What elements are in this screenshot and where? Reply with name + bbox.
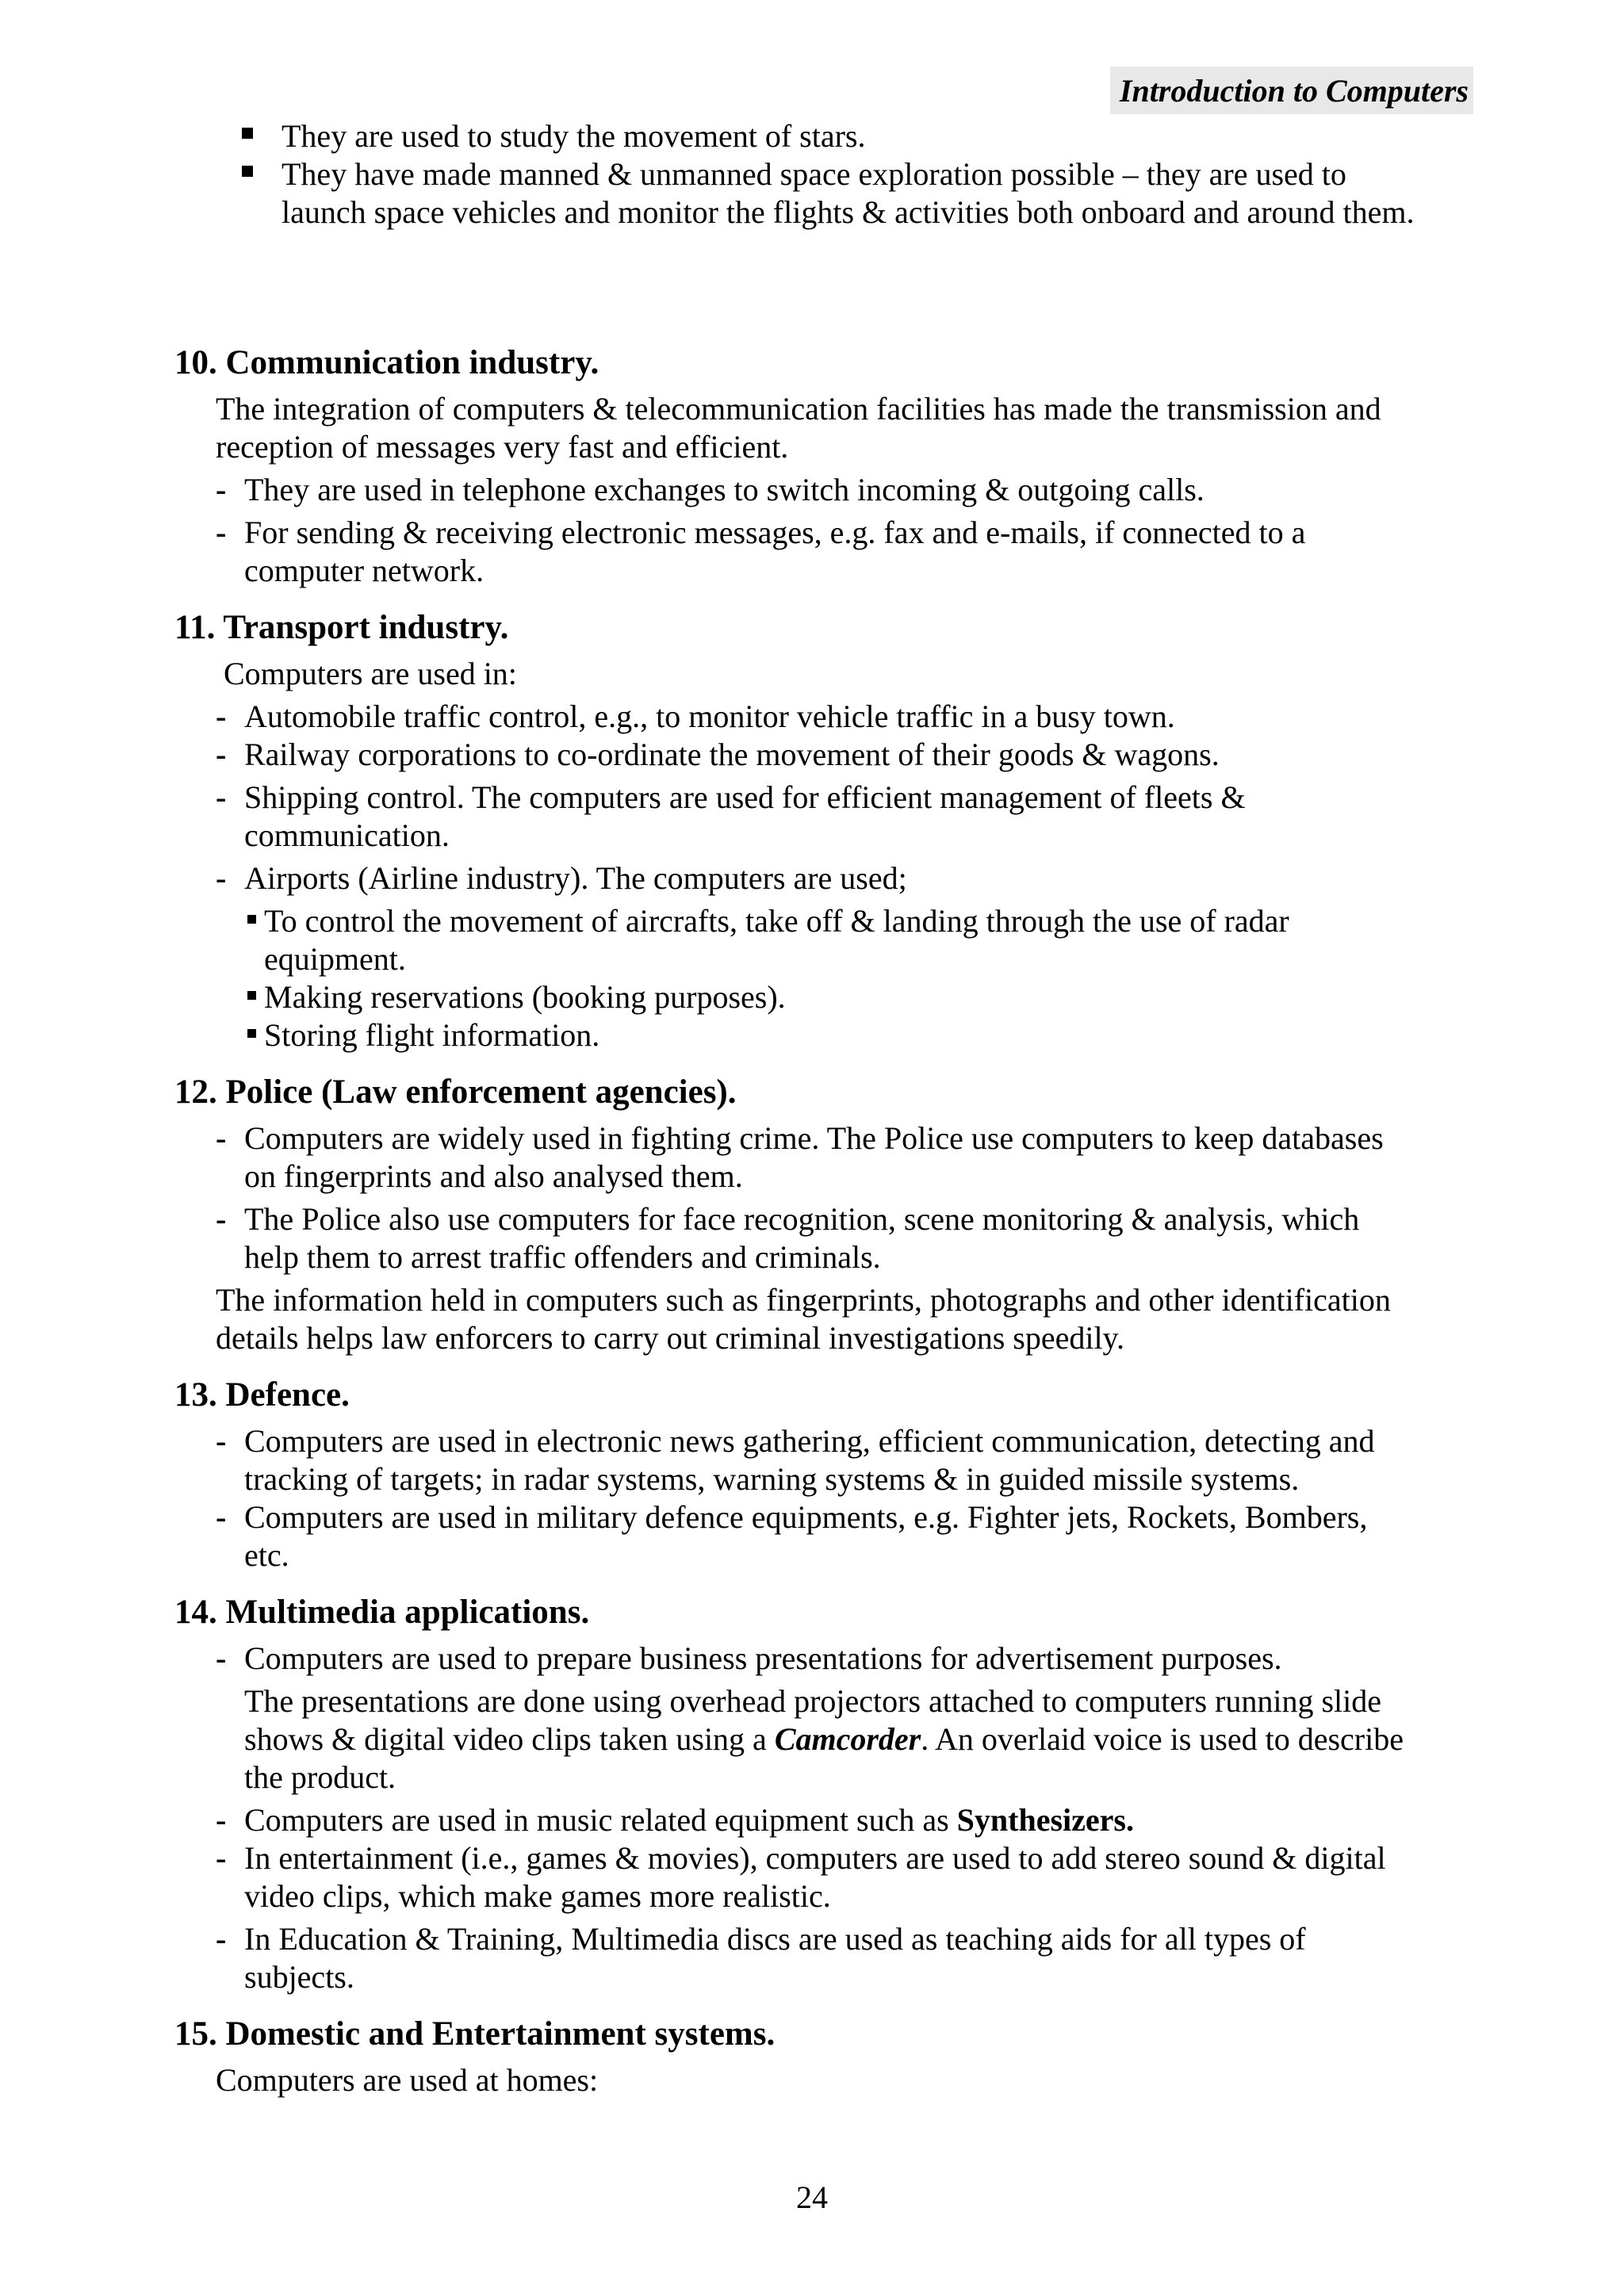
dash-list-item [174,1119,1475,1196]
section-heading: 10. Communication industry. [174,344,599,381]
square-bullet-icon [242,128,253,139]
running-header: Introduction to Computers [1110,67,1473,114]
square-bullet-icon [247,915,256,924]
square-bullet-icon [242,166,253,177]
dash-bullet-icon: - [216,1120,227,1156]
item-text: etc. [244,1537,289,1573]
dash-bullet-icon: - [216,515,227,550]
dash-bullet-icon: - [216,1640,227,1676]
dash-list-item [174,471,1475,509]
section-heading: 12. Police (Law enforcement agencies). [174,1073,737,1111]
section-paragraph [174,655,1475,693]
item-text: Shipping control. The computers are used for efficient management of fleets & [244,779,1246,815]
sub-paragraph [174,1682,1475,1797]
dash-bullet-icon: - [216,1201,227,1237]
item-text: communication. [244,817,450,853]
square-bullet-icon [247,1029,256,1038]
dash-bullet-icon: - [216,737,227,772]
bold-term: Synthesizers. [956,1802,1134,1838]
dash-bullet-icon: - [216,1840,227,1876]
dash-list-item [174,514,1475,590]
item-text: equipment. [264,941,406,977]
item-text: Computers are used to prepare business presentations for advertisement purposes. [244,1640,1282,1676]
dash-list-item [174,1801,1475,1839]
dash-bullet-icon: - [216,472,227,507]
section-heading: 11. Transport industry. [174,609,509,646]
dash-list-item [174,1200,1475,1276]
dash-bullet-icon: - [216,779,227,815]
paragraph-line: The integration of computers & telecommunication facilities has made the transmission and [216,391,1381,427]
dash-list-item [174,1422,1475,1498]
section-heading: 14. Multimedia applications. [174,1594,590,1631]
text-run: shows & digital video clips taken using a [244,1721,775,1757]
item-text: Airports (Airline industry). The computers are used; [244,860,907,896]
item-text: subjects. [244,1959,354,1995]
section-paragraph [174,2061,1475,2099]
square-bullet-icon [247,991,256,1000]
item-text: on fingerprints and also analysed them. [244,1158,743,1194]
paragraph-line: The presentations are done using overhead projectors attached to computers running slide [244,1683,1381,1719]
dash-list-item [174,736,1475,774]
section-paragraph [174,390,1475,466]
bullet-text: They have made manned & unmanned space exploration possible – they are used to [282,156,1346,192]
section-heading: 13. Defence. [174,1376,350,1414]
dash-bullet-icon: - [216,1499,227,1535]
emphasis-term: Camcorder [774,1721,921,1757]
dash-list-item [174,859,1475,897]
item-text: The Police also use computers for face recognition, scene monitoring & analysis, which [244,1201,1360,1237]
bullet-item [174,117,1475,155]
item-text: For sending & receiving electronic messages, e.g. fax and e-mails, if connected to a [244,515,1306,550]
paragraph-line [244,1720,1475,1758]
dash-list-item [174,1920,1475,1996]
item-text: Automobile traffic control, e.g., to monitor vehicle traffic in a busy town. [244,698,1175,734]
bullet-item [174,155,1475,232]
dash-list-item [174,1640,1475,1678]
item-text: computer network. [244,553,485,588]
paragraph-line: Computers are used in: [224,656,517,691]
item-text: Computers are widely used in fighting crime. The Police use computers to keep databases [244,1120,1384,1156]
item-text: Computers are used in electronic news gathering, efficient communication, detecting and [244,1423,1375,1459]
paragraph-line: The information held in computers such as fingerprints, photographs and other identification [216,1282,1391,1318]
text-run: Computers are used in music related equipment such as [244,1802,957,1838]
item-text: To control the movement of aircrafts, take off & landing through the use of radar [264,903,1289,939]
item-text: tracking of targets; in radar systems, warning systems & in guided missile systems. [244,1461,1300,1497]
item-text: Railway corporations to co-ordinate the movement of their goods & wagons. [244,737,1220,772]
sub-bullet-item [174,1016,1475,1054]
paragraph-line: reception of messages very fast and efficient. [216,429,789,465]
sub-bullet-item [174,978,1475,1016]
text-run: . An overlaid voice is used to describe [921,1721,1404,1757]
item-text: video clips, which make games more realistic. [244,1878,831,1914]
dash-bullet-icon: - [216,860,227,896]
page-number: 24 [796,2179,828,2215]
item-text [244,1801,1475,1839]
dash-bullet-icon: - [216,1921,227,1957]
dash-bullet-icon: - [216,1423,227,1459]
section-paragraph [174,1281,1475,1357]
section-heading: 15. Domestic and Entertainment systems. [174,2015,776,2053]
item-text: In Education & Training, Multimedia discs are used as teaching aids for all types of [244,1921,1306,1957]
sub-bullet-item [174,902,1475,978]
item-text: Making reservations (booking purposes). [264,979,786,1015]
dash-bullet-icon: - [216,1802,227,1838]
dash-list-item [174,698,1475,736]
paragraph-line: details helps law enforcers to carry out criminal investigations speedily. [216,1320,1124,1356]
item-text: help them to arrest traffic offenders and criminals. [244,1239,881,1275]
page-content [174,117,1475,2099]
item-text: Storing flight information. [264,1017,600,1053]
dash-list-item [174,1839,1475,1915]
bullet-text: launch space vehicles and monitor the flights & activities both onboard and around them. [282,194,1415,230]
dash-list-item [174,779,1475,855]
item-text: In entertainment (i.e., games & movies), computers are used to add stereo sound & digital [244,1840,1386,1876]
item-text: Computers are used in military defence equipments, e.g. Fighter jets, Rockets, Bombers, [244,1499,1368,1535]
bullet-text: They are used to study the movement of stars. [282,118,866,154]
item-text: They are used in telephone exchanges to switch incoming & outgoing calls. [244,472,1205,507]
paragraph-line: Computers are used at homes: [216,2062,599,2098]
dash-bullet-icon: - [216,698,227,734]
paragraph-line: the product. [244,1759,396,1795]
dash-list-item [174,1498,1475,1575]
